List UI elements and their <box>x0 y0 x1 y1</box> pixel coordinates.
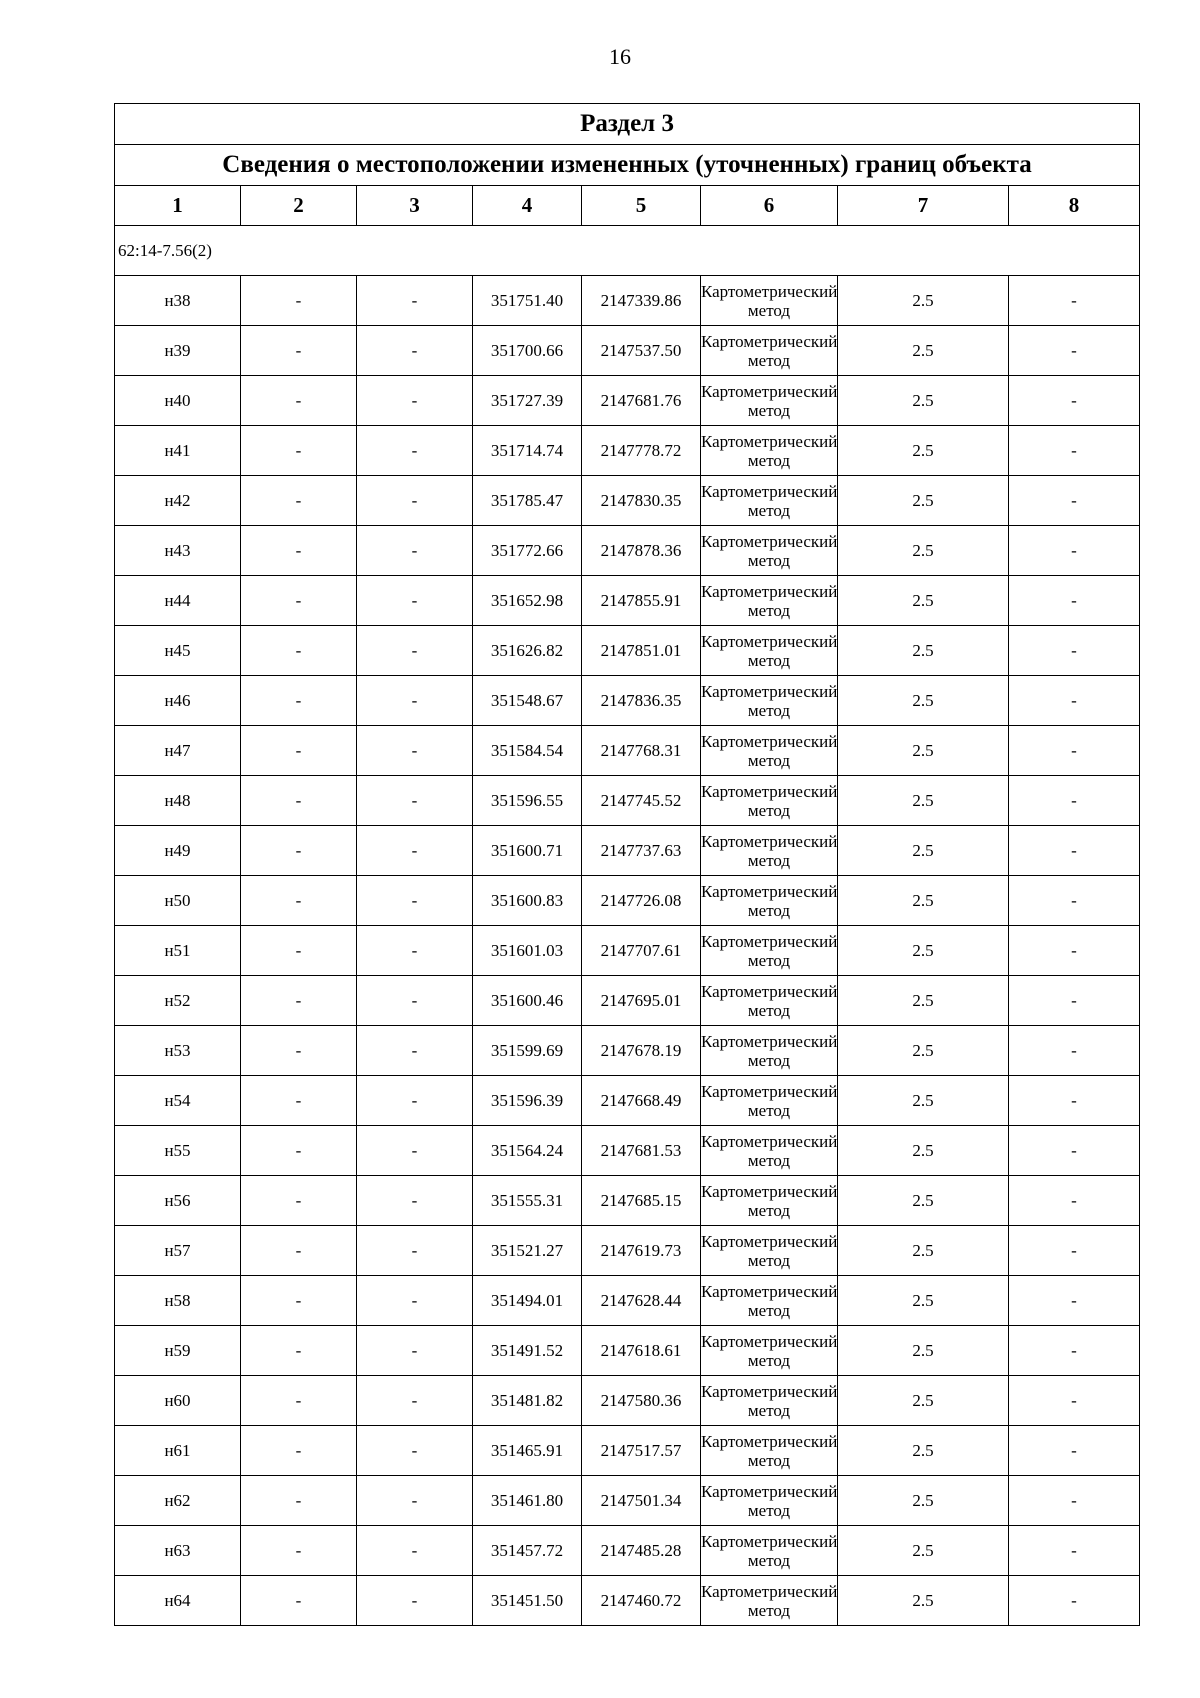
method: Картометрический метод <box>701 1576 838 1626</box>
y-coordinate: 2147745.52 <box>582 776 701 826</box>
column-number-row <box>115 186 1140 226</box>
accuracy: 2.5 <box>838 1226 1009 1276</box>
accuracy: 2.5 <box>838 426 1009 476</box>
column-header: 7 <box>838 186 1009 226</box>
x-coordinate: 351751.40 <box>473 276 582 326</box>
column-3-value: - <box>357 526 473 576</box>
column-3-value: - <box>357 826 473 876</box>
column-header: 3 <box>357 186 473 226</box>
column-8-value: - <box>1009 1176 1140 1226</box>
accuracy: 2.5 <box>838 326 1009 376</box>
method: Картометрический метод <box>701 326 838 376</box>
table-row <box>115 526 1140 576</box>
column-header: 6 <box>701 186 838 226</box>
column-8-value: - <box>1009 476 1140 526</box>
point-name: н51 <box>115 926 241 976</box>
column-8-value: - <box>1009 376 1140 426</box>
method: Картометрический метод <box>701 1476 838 1526</box>
method: Картометрический метод <box>701 826 838 876</box>
column-2-value: - <box>241 676 357 726</box>
accuracy: 2.5 <box>838 726 1009 776</box>
column-2-value: - <box>241 1376 357 1426</box>
accuracy: 2.5 <box>838 626 1009 676</box>
column-3-value: - <box>357 1076 473 1126</box>
x-coordinate: 351600.71 <box>473 826 582 876</box>
table-row <box>115 926 1140 976</box>
column-2-value: - <box>241 576 357 626</box>
y-coordinate: 2147878.36 <box>582 526 701 576</box>
column-8-value: - <box>1009 1276 1140 1326</box>
column-2-value: - <box>241 1126 357 1176</box>
column-8-value: - <box>1009 1476 1140 1526</box>
method: Картометрический метод <box>701 1076 838 1126</box>
accuracy: 2.5 <box>838 1126 1009 1176</box>
column-2-value: - <box>241 826 357 876</box>
x-coordinate: 351700.66 <box>473 326 582 376</box>
column-2-value: - <box>241 1326 357 1376</box>
column-2-value: - <box>241 526 357 576</box>
column-8-value: - <box>1009 1226 1140 1276</box>
table-row <box>115 1126 1140 1176</box>
method: Картометрический метод <box>701 626 838 676</box>
method: Картометрический метод <box>701 376 838 426</box>
x-coordinate: 351451.50 <box>473 1576 582 1626</box>
table-row <box>115 726 1140 776</box>
table-row <box>115 476 1140 526</box>
y-coordinate: 2147618.61 <box>582 1326 701 1376</box>
method: Картометрический метод <box>701 426 838 476</box>
column-2-value: - <box>241 776 357 826</box>
table-row <box>115 1526 1140 1576</box>
x-coordinate: 351548.67 <box>473 676 582 726</box>
y-coordinate: 2147681.53 <box>582 1126 701 1176</box>
table-row <box>115 1376 1140 1426</box>
method: Картометрический метод <box>701 1126 838 1176</box>
table-row <box>115 1176 1140 1226</box>
method: Картометрический метод <box>701 1276 838 1326</box>
column-2-value: - <box>241 1026 357 1076</box>
column-3-value: - <box>357 876 473 926</box>
section-heading-row <box>115 104 1140 145</box>
column-2-value: - <box>241 926 357 976</box>
y-coordinate: 2147460.72 <box>582 1576 701 1626</box>
point-name: н41 <box>115 426 241 476</box>
x-coordinate: 351785.47 <box>473 476 582 526</box>
accuracy: 2.5 <box>838 976 1009 1026</box>
x-coordinate: 351714.74 <box>473 426 582 476</box>
accuracy: 2.5 <box>838 776 1009 826</box>
x-coordinate: 351465.91 <box>473 1426 582 1476</box>
column-2-value: - <box>241 426 357 476</box>
column-2-value: - <box>241 726 357 776</box>
accuracy: 2.5 <box>838 276 1009 326</box>
x-coordinate: 351521.27 <box>473 1226 582 1276</box>
method: Картометрический метод <box>701 876 838 926</box>
column-2-value: - <box>241 876 357 926</box>
column-header: 4 <box>473 186 582 226</box>
table-row <box>115 876 1140 926</box>
point-name: н53 <box>115 1026 241 1076</box>
x-coordinate: 351600.83 <box>473 876 582 926</box>
x-coordinate: 351555.31 <box>473 1176 582 1226</box>
column-3-value: - <box>357 1376 473 1426</box>
column-3-value: - <box>357 976 473 1026</box>
x-coordinate: 351727.39 <box>473 376 582 426</box>
method: Картометрический метод <box>701 776 838 826</box>
y-coordinate: 2147485.28 <box>582 1526 701 1576</box>
method: Картометрический метод <box>701 576 838 626</box>
column-8-value: - <box>1009 1576 1140 1626</box>
column-3-value: - <box>357 1426 473 1476</box>
y-coordinate: 2147339.86 <box>582 276 701 326</box>
y-coordinate: 2147628.44 <box>582 1276 701 1326</box>
x-coordinate: 351601.03 <box>473 926 582 976</box>
point-name: н46 <box>115 676 241 726</box>
x-coordinate: 351596.39 <box>473 1076 582 1126</box>
table-row <box>115 776 1140 826</box>
column-3-value: - <box>357 1576 473 1626</box>
table-row <box>115 826 1140 876</box>
column-3-value: - <box>357 1476 473 1526</box>
method: Картометрический метод <box>701 676 838 726</box>
column-2-value: - <box>241 1226 357 1276</box>
x-coordinate: 351626.82 <box>473 626 582 676</box>
column-3-value: - <box>357 1026 473 1076</box>
point-name: н43 <box>115 526 241 576</box>
table-row <box>115 1226 1140 1276</box>
accuracy: 2.5 <box>838 676 1009 726</box>
table-row <box>115 976 1140 1026</box>
column-2-value: - <box>241 1576 357 1626</box>
point-name: н52 <box>115 976 241 1026</box>
column-8-value: - <box>1009 976 1140 1026</box>
point-name: н42 <box>115 476 241 526</box>
y-coordinate: 2147685.15 <box>582 1176 701 1226</box>
y-coordinate: 2147737.63 <box>582 826 701 876</box>
x-coordinate: 351457.72 <box>473 1526 582 1576</box>
point-name: н44 <box>115 576 241 626</box>
column-8-value: - <box>1009 1526 1140 1576</box>
x-coordinate: 351596.55 <box>473 776 582 826</box>
column-3-value: - <box>357 1176 473 1226</box>
point-name: н55 <box>115 1126 241 1176</box>
x-coordinate: 351481.82 <box>473 1376 582 1426</box>
point-name: н60 <box>115 1376 241 1426</box>
point-name: н47 <box>115 726 241 776</box>
y-coordinate: 2147836.35 <box>582 676 701 726</box>
column-8-value: - <box>1009 676 1140 726</box>
boundary-coordinates-table <box>114 103 1140 1626</box>
y-coordinate: 2147851.01 <box>582 626 701 676</box>
accuracy: 2.5 <box>838 926 1009 976</box>
accuracy: 2.5 <box>838 376 1009 426</box>
column-8-value: - <box>1009 926 1140 976</box>
x-coordinate: 351564.24 <box>473 1126 582 1176</box>
column-2-value: - <box>241 276 357 326</box>
point-name: н50 <box>115 876 241 926</box>
y-coordinate: 2147778.72 <box>582 426 701 476</box>
accuracy: 2.5 <box>838 1376 1009 1426</box>
method: Картометрический метод <box>701 1426 838 1476</box>
column-8-value: - <box>1009 276 1140 326</box>
column-8-value: - <box>1009 576 1140 626</box>
point-name: н49 <box>115 826 241 876</box>
column-2-value: - <box>241 476 357 526</box>
method: Картометрический метод <box>701 1526 838 1576</box>
table-row <box>115 676 1140 726</box>
y-coordinate: 2147580.36 <box>582 1376 701 1426</box>
method: Картометрический метод <box>701 1176 838 1226</box>
y-coordinate: 2147668.49 <box>582 1076 701 1126</box>
point-name: н58 <box>115 1276 241 1326</box>
y-coordinate: 2147707.61 <box>582 926 701 976</box>
column-8-value: - <box>1009 326 1140 376</box>
y-coordinate: 2147695.01 <box>582 976 701 1026</box>
accuracy: 2.5 <box>838 526 1009 576</box>
table-row <box>115 426 1140 476</box>
column-3-value: - <box>357 1526 473 1576</box>
table-row <box>115 376 1140 426</box>
point-name: н40 <box>115 376 241 426</box>
point-name: н63 <box>115 1526 241 1576</box>
point-name: н45 <box>115 626 241 676</box>
accuracy: 2.5 <box>838 1476 1009 1526</box>
column-header: 1 <box>115 186 241 226</box>
point-name: н59 <box>115 1326 241 1376</box>
x-coordinate: 351584.54 <box>473 726 582 776</box>
parcel-id: 62:14-7.56(2) <box>115 226 1140 276</box>
y-coordinate: 2147768.31 <box>582 726 701 776</box>
y-coordinate: 2147501.34 <box>582 1476 701 1526</box>
table-row <box>115 326 1140 376</box>
column-3-value: - <box>357 676 473 726</box>
point-name: н56 <box>115 1176 241 1226</box>
column-3-value: - <box>357 576 473 626</box>
column-3-value: - <box>357 426 473 476</box>
method: Картометрический метод <box>701 476 838 526</box>
column-3-value: - <box>357 276 473 326</box>
x-coordinate: 351772.66 <box>473 526 582 576</box>
point-name: н57 <box>115 1226 241 1276</box>
point-name: н38 <box>115 276 241 326</box>
y-coordinate: 2147537.50 <box>582 326 701 376</box>
method: Картометрический метод <box>701 276 838 326</box>
accuracy: 2.5 <box>838 1176 1009 1226</box>
column-8-value: - <box>1009 1126 1140 1176</box>
page-number: 16 <box>609 44 631 69</box>
column-3-value: - <box>357 1226 473 1276</box>
x-coordinate: 351491.52 <box>473 1326 582 1376</box>
column-3-value: - <box>357 1126 473 1176</box>
accuracy: 2.5 <box>838 1076 1009 1126</box>
y-coordinate: 2147681.76 <box>582 376 701 426</box>
table-row <box>115 1326 1140 1376</box>
column-3-value: - <box>357 626 473 676</box>
method: Картометрический метод <box>701 926 838 976</box>
column-2-value: - <box>241 376 357 426</box>
section-title-row <box>115 145 1140 186</box>
method: Картометрический метод <box>701 526 838 576</box>
accuracy: 2.5 <box>838 1576 1009 1626</box>
section-heading: Раздел 3 <box>115 104 1140 145</box>
point-name: н62 <box>115 1476 241 1526</box>
point-name: н39 <box>115 326 241 376</box>
column-8-value: - <box>1009 626 1140 676</box>
column-3-value: - <box>357 476 473 526</box>
y-coordinate: 2147726.08 <box>582 876 701 926</box>
accuracy: 2.5 <box>838 1526 1009 1576</box>
table-row <box>115 1426 1140 1476</box>
column-header: 5 <box>582 186 701 226</box>
table-row <box>115 626 1140 676</box>
column-2-value: - <box>241 1526 357 1576</box>
column-8-value: - <box>1009 876 1140 926</box>
parcel-group-row <box>115 226 1140 276</box>
column-8-value: - <box>1009 1026 1140 1076</box>
column-8-value: - <box>1009 726 1140 776</box>
column-2-value: - <box>241 1426 357 1476</box>
column-8-value: - <box>1009 526 1140 576</box>
table-row <box>115 1276 1140 1326</box>
y-coordinate: 2147855.91 <box>582 576 701 626</box>
table-row <box>115 276 1140 326</box>
method: Картометрический метод <box>701 976 838 1026</box>
column-2-value: - <box>241 1076 357 1126</box>
accuracy: 2.5 <box>838 1276 1009 1326</box>
column-2-value: - <box>241 1276 357 1326</box>
y-coordinate: 2147517.57 <box>582 1426 701 1476</box>
method: Картометрический метод <box>701 726 838 776</box>
y-coordinate: 2147619.73 <box>582 1226 701 1276</box>
column-3-value: - <box>357 1326 473 1376</box>
column-header: 2 <box>241 186 357 226</box>
column-8-value: - <box>1009 1426 1140 1476</box>
column-2-value: - <box>241 626 357 676</box>
method: Картометрический метод <box>701 1226 838 1276</box>
x-coordinate: 351600.46 <box>473 976 582 1026</box>
accuracy: 2.5 <box>838 1026 1009 1076</box>
table-row <box>115 1076 1140 1126</box>
column-2-value: - <box>241 1176 357 1226</box>
column-3-value: - <box>357 926 473 976</box>
column-2-value: - <box>241 1476 357 1526</box>
column-8-value: - <box>1009 1326 1140 1376</box>
accuracy: 2.5 <box>838 1326 1009 1376</box>
column-8-value: - <box>1009 1376 1140 1426</box>
method: Картометрический метод <box>701 1326 838 1376</box>
point-name: н61 <box>115 1426 241 1476</box>
table-row <box>115 1026 1140 1076</box>
column-3-value: - <box>357 776 473 826</box>
accuracy: 2.5 <box>838 876 1009 926</box>
accuracy: 2.5 <box>838 1426 1009 1476</box>
column-3-value: - <box>357 326 473 376</box>
point-name: н64 <box>115 1576 241 1626</box>
y-coordinate: 2147830.35 <box>582 476 701 526</box>
accuracy: 2.5 <box>838 576 1009 626</box>
column-8-value: - <box>1009 826 1140 876</box>
column-8-value: - <box>1009 1076 1140 1126</box>
table-row <box>115 1576 1140 1626</box>
table-row <box>115 1476 1140 1526</box>
y-coordinate: 2147678.19 <box>582 1026 701 1076</box>
column-8-value: - <box>1009 776 1140 826</box>
column-3-value: - <box>357 376 473 426</box>
x-coordinate: 351494.01 <box>473 1276 582 1326</box>
accuracy: 2.5 <box>838 476 1009 526</box>
method: Картометрический метод <box>701 1376 838 1426</box>
point-name: н48 <box>115 776 241 826</box>
column-2-value: - <box>241 976 357 1026</box>
point-name: н54 <box>115 1076 241 1126</box>
section-title: Сведения о местоположении измененных (уточненных) границ объекта <box>115 145 1140 186</box>
x-coordinate: 351461.80 <box>473 1476 582 1526</box>
method: Картометрический метод <box>701 1026 838 1076</box>
x-coordinate: 351599.69 <box>473 1026 582 1076</box>
accuracy: 2.5 <box>838 826 1009 876</box>
x-coordinate: 351652.98 <box>473 576 582 626</box>
column-3-value: - <box>357 1276 473 1326</box>
table-row <box>115 576 1140 626</box>
column-2-value: - <box>241 326 357 376</box>
column-header: 8 <box>1009 186 1140 226</box>
column-3-value: - <box>357 726 473 776</box>
column-8-value: - <box>1009 426 1140 476</box>
